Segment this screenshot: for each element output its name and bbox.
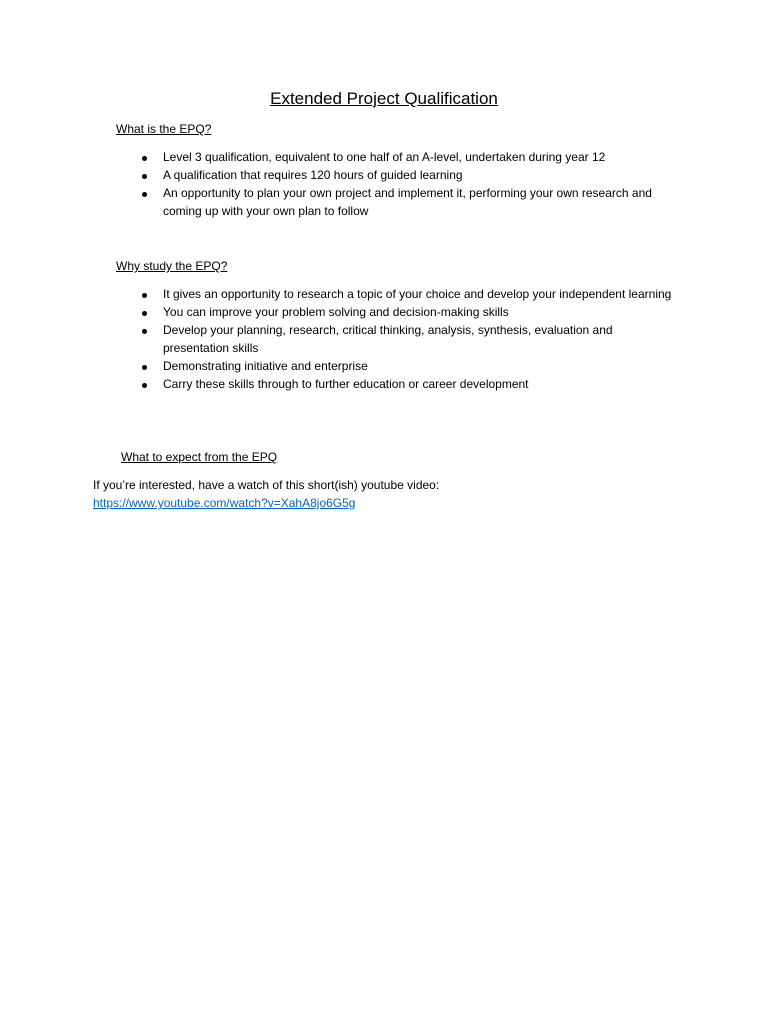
page-title: Extended Project Qualification bbox=[270, 89, 498, 108]
section-heading-why-study: Why study the EPQ? bbox=[116, 259, 228, 273]
list-item bbox=[138, 185, 678, 220]
list-item bbox=[138, 376, 678, 394]
bullet-icon bbox=[142, 311, 147, 316]
bullet-icon bbox=[142, 329, 147, 334]
list-item bbox=[138, 304, 678, 322]
list-item bbox=[138, 286, 678, 304]
list-item bbox=[138, 358, 678, 376]
bullet-icon bbox=[142, 174, 147, 179]
list-item-text: Demonstrating initiative and enterprise bbox=[163, 358, 368, 373]
list-item-text: A qualification that requires 120 hours of guided learning bbox=[163, 168, 463, 183]
list-item-text: Level 3 qualification, equivalent to one half of an A-level, undertaken during year 12 bbox=[163, 150, 606, 164]
list-item bbox=[138, 167, 678, 185]
bullet-icon bbox=[142, 293, 147, 298]
list-item-text: It gives an opportunity to research a topic of your choice and develop your independent learning bbox=[163, 287, 672, 301]
list-item bbox=[138, 322, 678, 357]
bullet-icon bbox=[142, 192, 147, 197]
list-item-text: An opportunity to plan your own project and implement it, performing your own research and coming up with your own plan to follow bbox=[163, 186, 652, 218]
list-item-text: Carry these skills through to further education or career development bbox=[163, 376, 529, 391]
list-item bbox=[138, 149, 678, 167]
list-item-text: Develop your planning, research, critical thinking, analysis, synthesis, evaluation and presentation skills bbox=[163, 323, 613, 355]
bullet-list-what-is bbox=[138, 149, 678, 221]
video-intro-text: If you’re interested, have a watch of this short(ish) youtube video: bbox=[93, 478, 440, 492]
bullet-list-why-study bbox=[138, 286, 678, 394]
section-heading-what-to-expect: What to expect from the EPQ bbox=[121, 450, 278, 464]
section-heading-what-is: What is the EPQ? bbox=[116, 122, 212, 136]
bullet-icon bbox=[142, 156, 147, 161]
bullet-icon bbox=[142, 365, 147, 370]
youtube-video-link[interactable]: https://www.youtube.com/watch?v=XahA8jo6G5g bbox=[93, 496, 356, 510]
list-item-text: You can improve your problem solving and decision-making skills bbox=[163, 305, 509, 320]
bullet-icon bbox=[142, 383, 147, 388]
